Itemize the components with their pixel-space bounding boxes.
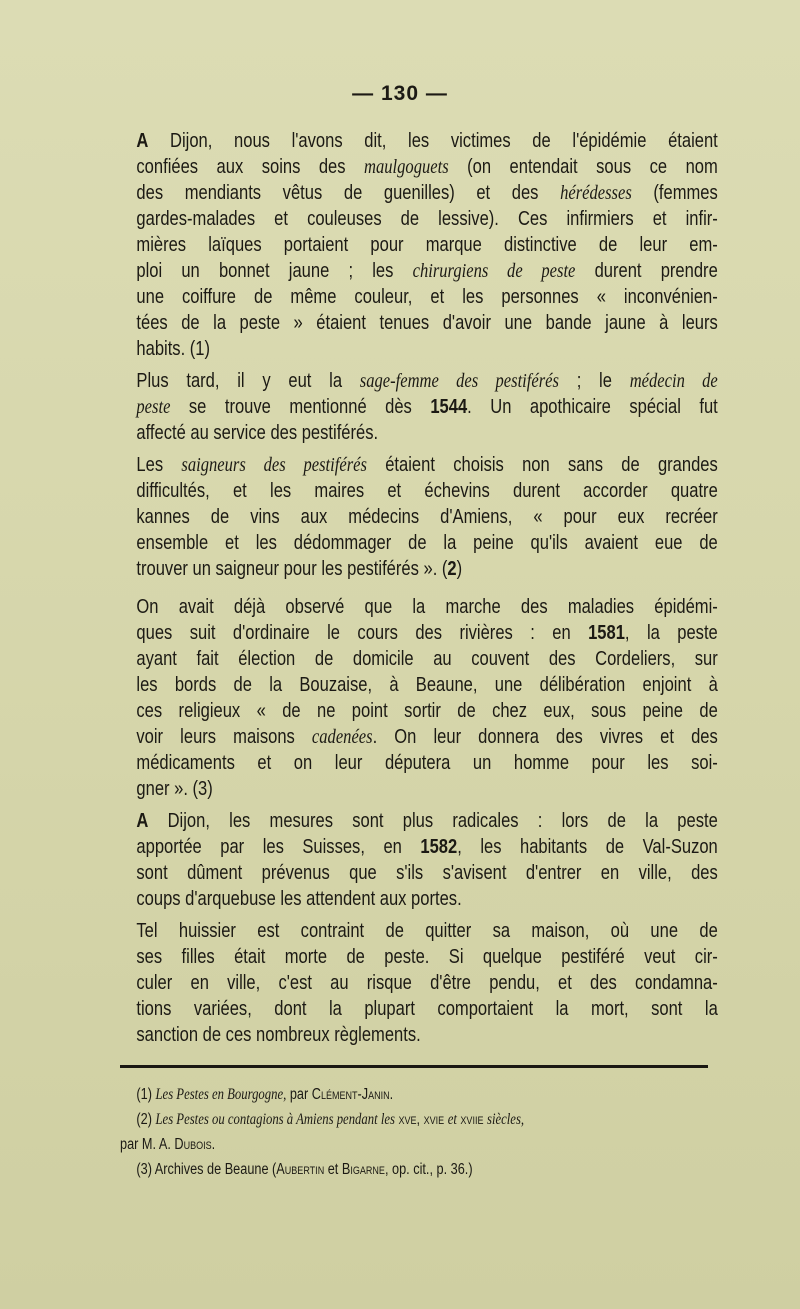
text-line: A Dijon, les mesures sont plus radicales : lors de la peste <box>136 810 718 832</box>
paragraph-1 <box>120 128 718 362</box>
footnote-3: (3) Archives de Beaune (Aubertin et Bigarne, op. cit., p. 36.) <box>136 1161 473 1178</box>
text-line: culer en ville, c'est au risque d'être pendu, et des condamna- <box>136 972 718 994</box>
text-line: ces religieux « de ne point sortir de chez eux, sous peine de <box>136 700 718 722</box>
text-line: gner ». (3) <box>136 778 213 800</box>
text-line: sanction de ces nombreux règlements. <box>136 1024 421 1046</box>
text-line: les bords de la Bouzaise, à Beaune, une délibération enjoint à <box>136 674 718 696</box>
paragraph-5 <box>120 808 718 912</box>
text-line: ses filles était morte de peste. Si quelque pestiféré veut cir- <box>136 946 718 968</box>
text-line: trouver un saigneur pour les pestiférés ». (2) <box>136 558 463 580</box>
text-line: ayant fait élection de domicile au couvent des Cordeliers, sur <box>136 648 718 670</box>
text-line: tées de la peste » étaient tenues d'avoir une bande jaune à leurs <box>136 312 718 334</box>
text-line: sont dûment prévenus que s'ils s'avisent d'entrer en ville, des <box>136 862 718 884</box>
footnote-2: (2) Les Pestes ou contagions à Amiens pendant les xve, xvie et xviie siècles, <box>136 1111 525 1128</box>
footnote-1: (1) Les Pestes en Bourgogne, par Clément-Janin. <box>136 1086 394 1103</box>
text-line: confiées aux soins des maulgoguets (on entendait sous ce nom <box>136 156 718 178</box>
footnote-divider <box>120 1065 708 1068</box>
text-line: une coiffure de même couleur, et les personnes « inconvénien- <box>136 286 718 308</box>
text-line: affecté au service des pestiférés. <box>136 422 379 444</box>
footnotes <box>120 1082 710 1182</box>
text-line: peste se trouve mentionné dès 1544. Un apothicaire spécial fut <box>136 396 718 418</box>
text-line: ensemble et les dédommager de la peine qu'ils avaient eue de <box>136 532 718 554</box>
text-line: ploi un bonnet jaune ; les chirurgiens de peste durent prendre <box>136 260 718 282</box>
text-line: apportée par les Suisses, en 1582, les habitants de Val-Suzon <box>136 836 718 858</box>
footnote-2-continued: par M. A. Dubois. <box>120 1136 216 1153</box>
page-number: — 130 — <box>352 82 448 105</box>
body-text <box>120 128 718 1048</box>
text-line: voir leurs maisons cadenées. On leur donnera des vivres et des <box>136 726 718 748</box>
paragraph-6 <box>120 918 718 1048</box>
text-line: kannes de vins aux médecins d'Amiens, « pour eux recréer <box>136 506 718 528</box>
text-line: A Dijon, nous l'avons dit, les victimes de l'épidémie étaient <box>136 130 718 152</box>
text-line: ques suit d'ordinaire le cours des rivières : en 1581, la peste <box>136 622 718 644</box>
text-line: On avait déjà observé que la marche des maladies épidémi- <box>136 596 718 618</box>
text-line: Plus tard, il y eut la sage-femme des pestiférés ; le médecin de <box>136 370 718 392</box>
text-line: Tel huissier est contraint de quitter sa maison, où une de <box>136 920 718 942</box>
text-line: coups d'arquebuse les attendent aux portes. <box>136 888 462 910</box>
text-line: gardes-malades et couleuses de lessive). Ces infirmiers et infir- <box>136 208 718 230</box>
paragraph-4 <box>120 594 718 802</box>
text-line: mières laïques portaient pour marque distinctive de leur em- <box>136 234 718 256</box>
paragraph-3 <box>120 452 718 582</box>
paragraph-2 <box>120 368 718 446</box>
text-line: difficultés, et les maires et échevins durent accorder quatre <box>136 480 718 502</box>
text-line: médicaments et on leur députera un homme pour les soi- <box>136 752 718 774</box>
text-line: tions variées, dont la plupart comportaient la mort, sont la <box>136 998 718 1020</box>
text-line: des mendiants vêtus de guenilles) et des hérédesses (femmes <box>136 182 718 204</box>
text-line: habits. (1) <box>136 338 211 360</box>
text-line: Les saigneurs des pestiférés étaient choisis non sans de grandes <box>136 454 718 476</box>
